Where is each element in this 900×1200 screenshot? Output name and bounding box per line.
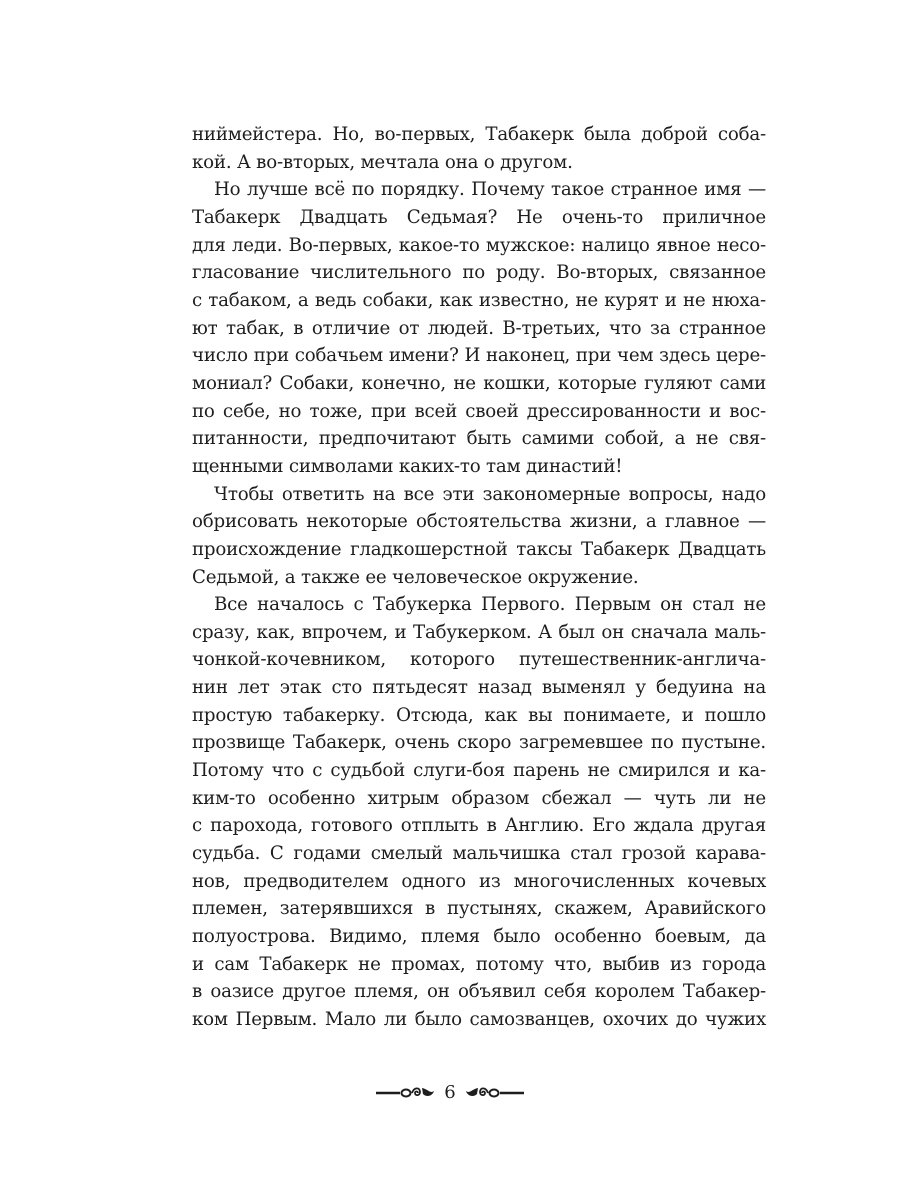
text-line: с парохода, готового отплыть в Англию. Его ждала другая	[192, 815, 766, 837]
page-text	[192, 121, 766, 1034]
text-line: мониал? Собаки, конечно, не кошки, которые гуляют сами	[192, 372, 766, 394]
paragraph	[192, 121, 766, 176]
paragraph	[192, 591, 766, 1034]
text-line: Табакерк Двадцать Седьмая? Не очень-то приличное	[192, 206, 766, 228]
ornament-right-icon	[464, 1085, 524, 1101]
text-line: Чтобы ответить на все эти закономерные вопросы, надо	[214, 483, 766, 505]
text-line: в оазисе другое племя, он объявил себя королем Табакер-	[192, 981, 766, 1003]
text-line: племен, затерявшихся в пустынях, скажем, Аравийского	[192, 898, 766, 920]
text-line: для леди. Во-первых, какое-то мужское: налицо явное несо-	[192, 234, 766, 256]
text-line: ниймейстера. Но, во-первых, Табакерк была доброй соба-	[192, 124, 766, 145]
text-line: нин лет этак сто пятьдесят назад выменял у бедуина на	[192, 677, 766, 699]
page-number: 6	[444, 1082, 456, 1103]
text-line: Все началось с Табукерка Первого. Первым он стал не	[214, 594, 766, 616]
text-line: питанности, предпочитают быть самими собой, а не свя-	[192, 428, 766, 450]
text-line: ют табак, в отличие от людей. В-третьих, что за странное	[192, 317, 766, 339]
text-line: кой. А во-вторых, мечтала она о другом.	[192, 151, 573, 173]
text-line: и сам Табакерк не промах, потому что, выбив из города	[192, 953, 766, 975]
paragraph	[192, 481, 766, 592]
text-line: ком Первым. Мало ли было самозванцев, охочих до чужих	[192, 1009, 766, 1030]
text-line: Но лучше всё по порядку. Почему такое странное имя —	[214, 179, 766, 201]
text-line: обрисовать некоторые обстоятельства жизни, а главное —	[192, 511, 766, 533]
text-line: происхождение гладкошерстной таксы Табакерк Двадцать	[192, 538, 766, 560]
text-line: судьба. С годами смелый мальчишка стал грозой карава-	[192, 843, 766, 865]
ornament-left-icon	[376, 1085, 436, 1101]
text-line: полуострова. Видимо, племя было особенно боевым, да	[192, 926, 766, 948]
text-line: с табаком, а ведь собаки, как известно, не курят и не нюха-	[192, 289, 766, 311]
text-line: простую табакерку. Отсюда, как вы понимаете, и пошло	[192, 704, 766, 726]
text-line: Потому что с судьбой слуги-боя парень не смирился и ка-	[192, 760, 766, 782]
text-line: Седьмой, а также ее человеческое окружение.	[192, 566, 639, 588]
text-line: нов, предводителем одного из многочисленных кочевых	[192, 870, 766, 892]
text-line: по себе, но тоже, при всей своей дрессированности и вос-	[192, 400, 766, 422]
text-line: чонкой-кочевником, которого путешественник-англича-	[192, 649, 766, 671]
text-line: щенными символами каких-то там династий!	[192, 455, 623, 477]
text-line: гласование числительного по роду. Во-вторых, связанное	[192, 262, 766, 284]
text-line: сразу, как, впрочем, и Табукерком. А был он сначала маль-	[192, 621, 766, 643]
text-line: ким-то особенно хитрым образом сбежал — чуть ли не	[192, 787, 766, 809]
text-line: прозвище Табакерк, очень скоро загремевшее по пустыне.	[192, 732, 766, 754]
text-line: число при собачьем имени? И наконец, при чем здесь цере-	[192, 345, 766, 367]
paragraph	[192, 176, 766, 480]
page-folio	[0, 1079, 900, 1107]
